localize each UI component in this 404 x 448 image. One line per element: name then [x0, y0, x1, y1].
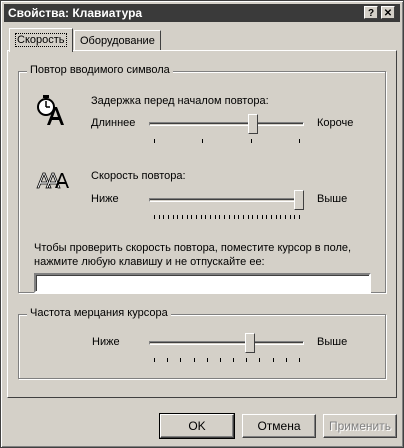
close-button[interactable]: [381, 6, 395, 19]
slider-tick: [154, 215, 155, 219]
tab-panel-speed: [7, 50, 397, 398]
slider-tick: [187, 215, 188, 219]
slider-tick: [285, 215, 286, 219]
slider-tick: [294, 215, 295, 219]
rate-slider[interactable]: [149, 190, 304, 224]
cancel-button[interactable]: [242, 414, 316, 438]
slider-tick: [266, 215, 267, 219]
slider-tick: [191, 215, 192, 219]
rate-max-label: Выше: [317, 193, 348, 205]
ok-button-label: OK: [188, 419, 206, 433]
slider-tick: [210, 215, 211, 219]
slider-tick: [286, 358, 287, 362]
slider-tick: [290, 215, 291, 219]
apply-button-label: Применить: [328, 419, 391, 433]
slider-tick: [215, 215, 216, 219]
slider-tick: [201, 215, 202, 219]
close-icon: ✕: [383, 8, 393, 19]
slider-tick: [194, 358, 195, 362]
rate-min-label: Ниже: [91, 193, 119, 205]
slider-tick: [248, 215, 249, 219]
blink-slider[interactable]: [149, 333, 304, 367]
tab-hardware[interactable]: [74, 30, 161, 50]
slider-tick: [180, 358, 181, 362]
slider-track: [149, 198, 304, 202]
slider-tick: [154, 139, 155, 143]
help-button[interactable]: [364, 6, 378, 19]
slider-tick: [233, 358, 234, 362]
slider-tick: [205, 215, 206, 219]
slider-tick: [271, 215, 272, 219]
blink-groupbox: [18, 307, 386, 379]
slider-tick: [182, 215, 183, 219]
slider-tick: [280, 215, 281, 219]
slider-tick: [207, 358, 208, 362]
tab-speed[interactable]: [9, 28, 73, 52]
slider-tick: [299, 215, 300, 219]
slider-tick: [259, 358, 260, 362]
delay-min-label: Длиннее: [91, 117, 136, 129]
slider-tick: [262, 215, 263, 219]
slider-tick: [168, 215, 169, 219]
delay-slider[interactable]: [149, 114, 304, 148]
slider-track: [149, 341, 304, 345]
slider-thumb[interactable]: [248, 114, 258, 134]
slider-tick: [243, 215, 244, 219]
slider-tick: [273, 358, 274, 362]
slider-tick: [299, 139, 300, 143]
slider-tick: [202, 139, 203, 143]
delay-max-label: Короче: [317, 117, 354, 129]
slider-tick: [251, 139, 252, 143]
repeated-letters-icon: [36, 170, 70, 190]
stopwatch-letter-icon: [36, 95, 64, 127]
slider-tick: [220, 358, 221, 362]
repeat-groupbox: [18, 64, 386, 293]
slider-tick: [163, 215, 164, 219]
slider-tick: [167, 358, 168, 362]
slider-tick: [224, 215, 225, 219]
blink-group-title: Частота мерцания курсора: [27, 307, 171, 319]
slider-track: [149, 122, 304, 126]
repeat-group-title: Повтор вводимого символа: [27, 64, 173, 76]
cancel-button-label: Отмена: [257, 419, 301, 433]
window-title: Свойства: Клавиатура: [8, 6, 143, 20]
slider-tick: [276, 215, 277, 219]
slider-tick: [177, 215, 178, 219]
slider-tick: [252, 215, 253, 219]
apply-button[interactable]: [323, 414, 397, 438]
delay-label: Задержка перед началом повтора:: [91, 95, 269, 107]
ok-button[interactable]: [160, 414, 234, 438]
tab-hardware-label: Оборудование: [80, 35, 155, 47]
slider-tick: [154, 358, 155, 362]
slider-tick: [219, 215, 220, 219]
rate-label: Скорость повтора:: [91, 170, 186, 182]
slider-tick: [159, 215, 160, 219]
title-bar: [4, 4, 400, 22]
repeat-test-field[interactable]: [34, 273, 371, 293]
question-mark-icon: ?: [367, 8, 375, 19]
slider-tick: [229, 215, 230, 219]
slider-thumb[interactable]: [294, 190, 304, 210]
tab-speed-label: Скорость: [17, 34, 65, 46]
test-hint-text: Чтобы проверить скорость повтора, поместите курсор в поле, нажмите любую клавишу и не отпускайте ее:: [34, 242, 352, 268]
slider-tick: [299, 358, 300, 362]
blink-min-label: Ниже: [92, 336, 120, 348]
slider-thumb[interactable]: [245, 333, 255, 353]
slider-tick: [173, 215, 174, 219]
slider-tick: [246, 358, 247, 362]
blink-max-label: Выше: [317, 336, 348, 348]
slider-tick: [238, 215, 239, 219]
slider-tick: [234, 215, 235, 219]
slider-tick: [257, 215, 258, 219]
slider-tick: [196, 215, 197, 219]
